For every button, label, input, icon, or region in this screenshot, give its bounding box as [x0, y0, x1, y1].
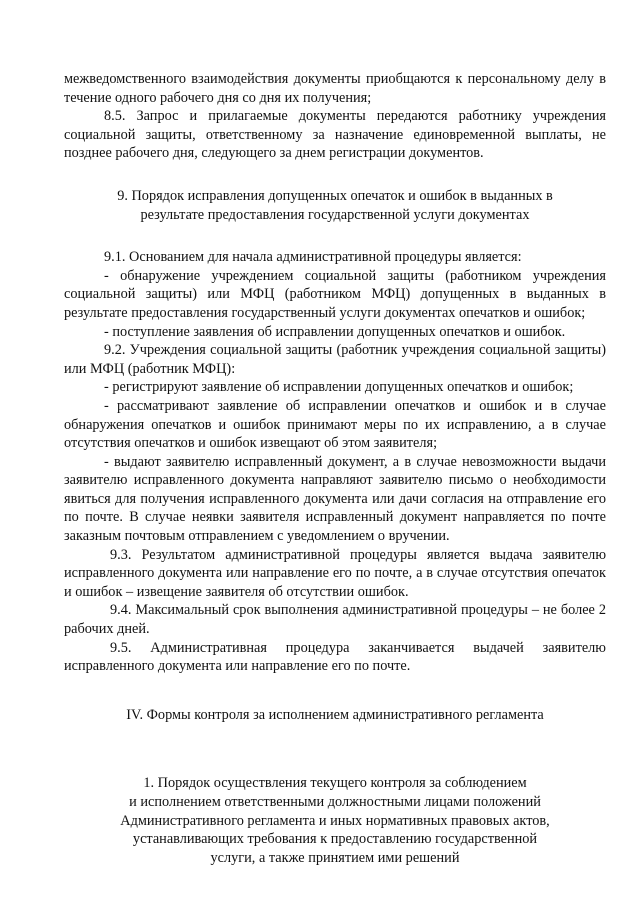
spacer	[64, 224, 606, 248]
section-9-body	[64, 248, 606, 676]
section-9-heading-line-2: результате предоставления государственной услуги документах	[140, 206, 530, 223]
subsection-1-heading-line-2: и исполнением ответственными должностными лицами положений	[129, 794, 541, 810]
list-item: - поступление заявления об исправлении допущенных опечатков и ошибок.	[104, 323, 566, 340]
subsection-1-heading-line-3: Административного регламента и иных нормативных правовых актов,	[120, 812, 550, 829]
document-page	[64, 70, 606, 867]
paragraph-9-4: 9.4. Максимальный срок выполнения административной процедуры – не более 2 рабочих дней.	[64, 602, 606, 638]
subsection-1-heading	[64, 774, 606, 867]
paragraph-9-2: 9.2. Учреждения социальной защиты (работник учреждения социальной защиты) или МФЦ (работник МФЦ):	[64, 342, 606, 377]
section-9-heading-line-1: 9. Порядок исправления допущенных опечаток и ошибок в выданных в	[117, 187, 553, 204]
section-9-heading	[64, 187, 606, 224]
list-item: - выдают заявителю исправленный документ, а в случае невозможности выдачи заявителю исправленного документа направляют заявителю письмо о необходимости явиться для получения исправленного документа или дачи согласия на отправление его по почте. В случае неявки заявителя исправленный документ направляется по почте заказным почтовым отправлением с уведомлением о вручении.	[64, 453, 606, 545]
list-item: - обнаружение учреждением социальной защиты (работником учреждения социальной защиты) или МФЦ (работником МФЦ) допущенных в выданных в результате предоставления государственный услуги документах опечатков и ошибок;	[64, 267, 606, 321]
list-item: - регистрируют заявление об исправлении допущенных опечатков и ошибок;	[104, 379, 574, 396]
subsection-1-heading-line-1: 1. Порядок осуществления текущего контроля за соблюдением	[143, 775, 527, 792]
spacer	[64, 676, 606, 706]
paragraph-8-5: 8.5. Запрос и прилагаемые документы передаются работнику учреждения социальной защиты, ответственному за назначение единовременной выплаты, не позднее рабочего дня, следующего за днем регистрации документов.	[64, 108, 606, 162]
section-4-heading: IV. Формы контроля за исполнением административного регламента	[126, 706, 544, 723]
spacer	[64, 754, 606, 774]
spacer	[64, 724, 606, 754]
subsection-1-heading-line-4: устанавливающих требования к предоставлению государственной	[132, 831, 538, 848]
list-item: - рассматривают заявление об исправлении опечатков и ошибок и в случае обнаружения опечатков и ошибок принимают меры по их исправлению, а в случае отсутствия опечатков и ошибок извещают об этом заявителя;	[64, 397, 606, 452]
paragraph-9-5: 9.5. Административная процедура заканчивается выдачей заявителю исправленного документа или направление его по почте.	[64, 639, 606, 675]
paragraph-9-3: 9.3. Результатом административной процедуры является выдача заявителю исправленного документа или направление его по почте, а в случае отсутствия опечаток и ошибок – извещение заявителя об отсутствии ошибок.	[64, 546, 606, 600]
paragraph-9-1: 9.1. Основанием для начала административной процедуры является:	[104, 249, 522, 266]
subsection-1-heading-line-5: услуги, а также принятием ими решений	[210, 849, 460, 866]
spacer	[64, 163, 606, 187]
paragraph-continuation: межведомственного взаимодействия документы приобщаются к персональному делу в течение одного рабочего дня со дня их получения;	[64, 71, 606, 106]
